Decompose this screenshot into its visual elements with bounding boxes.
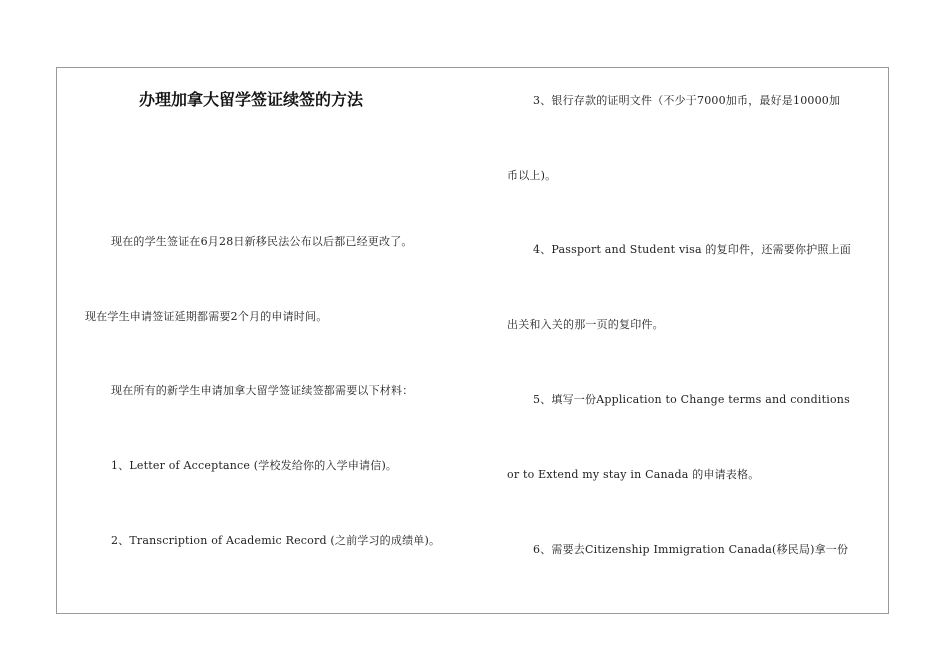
list-item-bank-deposit: 3、银行存款的证明文件（不少于7000加币，最好是10000加	[533, 94, 841, 107]
list-item-application-form-cont: or to Extend my stay in Canada 的申请表格。	[507, 468, 760, 481]
list-item-bank-deposit-cont: 币以上)。	[507, 169, 557, 182]
paragraph-visa-changed: 现在的学生签证在6月28日新移民法公布以后都已经更改了。	[111, 235, 413, 248]
list-item-letter-of-acceptance: 1、Letter of Acceptance (学校发给你的入学申请信)。	[111, 459, 398, 472]
paragraph-materials-intro: 现在所有的新学生申请加拿大留学签证续签都需要以下材料：	[111, 384, 414, 397]
paragraph-extension-time: 现在学生申请签证延期都需要2个月的申请时间。	[85, 310, 328, 323]
list-item-passport-visa: 4、Passport and Student visa 的复印件，还需要你护照上面	[533, 243, 851, 256]
page-border	[56, 67, 889, 614]
list-item-cic: 6、需要去Citizenship Immigration Canada(移民局)拿一份	[533, 543, 849, 556]
list-item-application-form: 5、填写一份Application to Change terms and conditions	[533, 393, 850, 406]
list-item-transcript: 2、Transcription of Academic Record (之前学习的成绩单)。	[111, 534, 441, 547]
document-title: 办理加拿大留学签证续签的方法	[139, 90, 364, 109]
list-item-passport-visa-cont: 出关和入关的那一页的复印件。	[507, 318, 664, 331]
